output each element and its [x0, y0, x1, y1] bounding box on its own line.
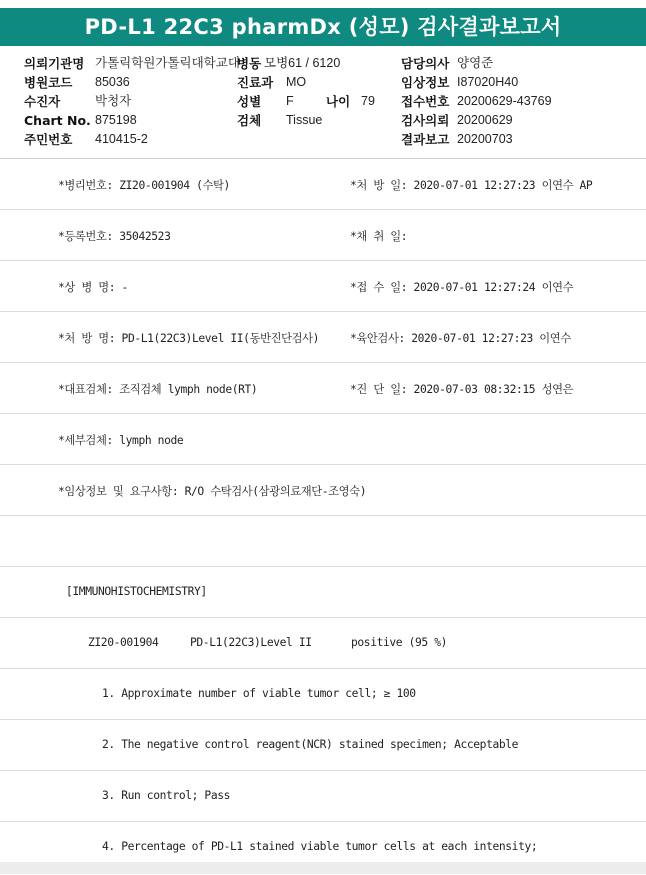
- info-row: [0, 465, 646, 516]
- order-date: *처 방 일: 2020-07-01 12:27:23 이연수 AP: [350, 179, 593, 192]
- list-item: [0, 771, 646, 822]
- header-row-1: [0, 54, 646, 73]
- item-text: 1. Approximate number of viable tumor cell; ≥ 100: [102, 687, 416, 700]
- header-row-5: [0, 130, 646, 149]
- sex-value: F: [286, 94, 294, 108]
- section-heading: [IMMUNOHISTOCHEMISTRY]: [66, 585, 207, 598]
- chart-value: 875198: [95, 113, 137, 127]
- item-text: 2. The negative control reagent(NCR) stained specimen; Acceptable: [102, 738, 519, 751]
- info-row: [0, 312, 646, 363]
- receipt-date: *접 수 일: 2020-07-01 12:27:24 이연수: [350, 281, 574, 294]
- patient-label: 수진자: [24, 94, 61, 109]
- clinical-label: 임상정보: [401, 75, 450, 90]
- blank-row: [0, 516, 646, 567]
- pathology-number: *병리번호: ZI20-001904 (수탁): [58, 179, 230, 192]
- report-label: 결과보고: [401, 132, 450, 147]
- report-header: [0, 52, 646, 152]
- ward-label: 병동: [237, 56, 262, 71]
- doctor-value: 양영준: [457, 56, 494, 70]
- hospital-label: 의뢰기관명: [24, 56, 85, 71]
- list-item: [0, 669, 646, 720]
- item-text: 4. Percentage of PD-L1 stained viable tumor cells at each intensity;: [102, 840, 538, 853]
- report-value: 20200703: [457, 132, 513, 146]
- doctor-label: 담당의사: [401, 56, 450, 71]
- hospital-value: 가톨릭학원가톨릭대학교대: [95, 56, 240, 70]
- info-row: [0, 414, 646, 465]
- report-title: PD-L1 22C3 pharmDx (성모) 검사결과보고서: [0, 8, 646, 46]
- ward-value: 모병61 / 6120: [264, 56, 341, 70]
- clinical-value: I87020H40: [457, 75, 519, 89]
- info-row: [0, 363, 646, 414]
- section-row: [0, 567, 646, 618]
- receipt-value: 20200629-43769: [457, 94, 552, 108]
- result-value: positive (95 %): [351, 636, 448, 649]
- registration-number: *등록번호: 35042523: [58, 230, 171, 243]
- dept-value: MO: [286, 75, 307, 89]
- bottom-scroll-edge: [0, 862, 646, 874]
- item-text: 3. Run control; Pass: [102, 789, 231, 802]
- order-name: *처 방 명: PD-L1(22C3)Level II(동반진단검사): [58, 332, 320, 345]
- specimen-label: 검체: [237, 113, 262, 128]
- age-label: 나이: [326, 94, 351, 109]
- header-row-4: [0, 111, 646, 130]
- info-row: [0, 261, 646, 312]
- resident-value: 410415-2: [95, 132, 148, 146]
- code-label: 병원코드: [24, 75, 73, 90]
- clinical-request: *임상정보 및 요구사항: R/O 수탁검사(삼광의료재단-조영숙): [58, 485, 367, 498]
- detail-specimen: *세부검체: lymph node: [58, 434, 184, 447]
- chart-label: Chart No.: [24, 113, 91, 128]
- patient-value: 박청자: [95, 94, 132, 108]
- request-value: 20200629: [457, 113, 513, 127]
- gross-exam: *육안검사: 2020-07-01 12:27:23 이연수: [350, 332, 571, 345]
- result-test: PD-L1(22C3)Level II: [190, 636, 312, 649]
- resident-label: 주민번호: [24, 132, 73, 147]
- age-value: 79: [361, 94, 375, 108]
- sex-label: 성별: [237, 94, 262, 109]
- list-item: [0, 720, 646, 771]
- result-id: ZI20-001904: [88, 636, 159, 649]
- dept-label: 진료과: [237, 75, 274, 90]
- code-value: 85036: [95, 75, 130, 89]
- main-specimen: *대표검체: 조직검체 lymph node(RT): [58, 383, 258, 396]
- header-row-2: [0, 73, 646, 92]
- diagnosis-date: *진 단 일: 2020-07-03 08:32:15 성연은: [350, 383, 574, 396]
- diagnosis-name: *상 병 명: -: [58, 281, 128, 294]
- receipt-label: 접수번호: [401, 94, 450, 109]
- result-row: [0, 618, 646, 669]
- specimen-value: Tissue: [286, 113, 323, 127]
- request-label: 검사의뢰: [401, 113, 450, 128]
- report-body: [0, 158, 646, 875]
- info-row: [0, 210, 646, 261]
- collection-date: *채 취 일:: [350, 230, 408, 243]
- info-row: [0, 159, 646, 210]
- header-row-3: [0, 92, 646, 111]
